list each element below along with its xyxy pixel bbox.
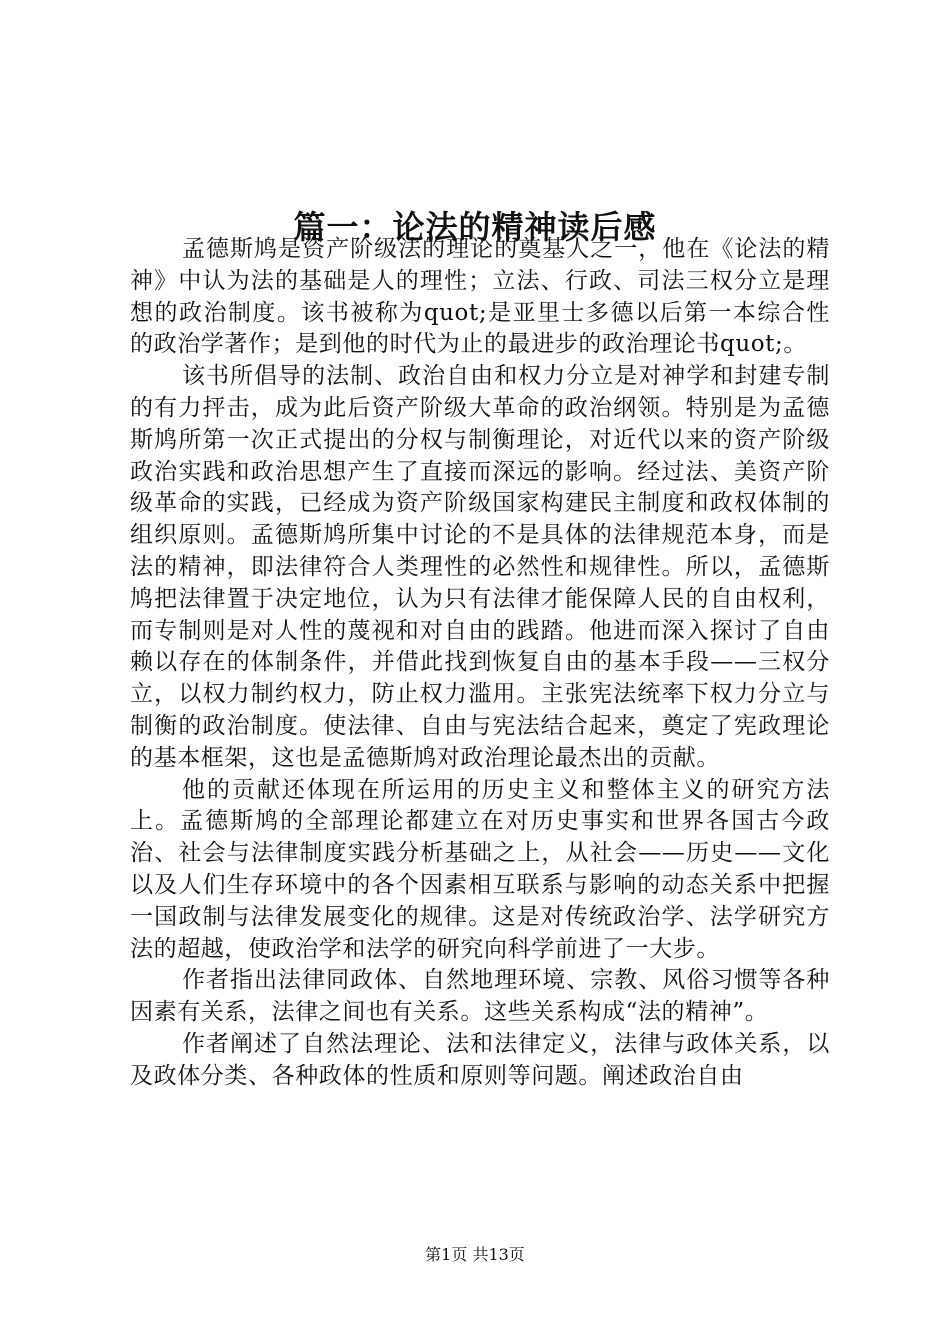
paragraph-1: 孟德斯鸠是资产阶级法的理论的奠基人之一，他在《论法的精神》中认为法的基础是人的理性；立法、行政、司法三权分立是理想的政治制度。该书被称为quot;是亚里士多德以后第一本综合性的政治学著作；是到他的时代为止的最进步的政治理论书quot;。 [130,236,830,358]
document-body [130,234,830,1093]
paragraph-5: 作者阐述了自然法理论、法和法律定义，法律与政体关系，以及政体分类、各种政体的性质和原则等问题。阐述政治自由 [130,1030,830,1089]
document-title: 篇一：论法的精神读后感 [293,208,657,247]
page-footer: 第1页 共13页 [425,1245,525,1264]
paragraph-4: 作者指出法律同政体、自然地理环境、宗教、风俗习惯等各种因素有关系，法律之间也有关系。这些关系构成“法的精神”。 [130,967,830,1026]
paragraph-2: 该书所倡导的法制、政治自由和权力分立是对神学和封建专制的有力抨击，成为此后资产阶级大革命的政治纲领。特别是为孟德斯鸠所第一次正式提出的分权与制衡理论，对近代以来的资产阶级政治实践和政治思想产生了直接而深远的影响。经过法、美资产阶级革命的实践，已经成为资产阶级国家构建民主制度和政权体制的组织原则。孟德斯鸠所集中讨论的不是具体的法律规范本身，而是法的精神，即法律符合人类理性的必然性和规律性。所以，孟德斯鸠把法律置于决定地位，认为只有法律才能保障人民的自由权利，而专制则是对人性的蔑视和对自由的践踏。他进而深入探讨了自由赖以存在的体制条件，并借此找到恢复自由的基本手段——三权分立，以权力制约权力，防止权力滥用。主张宪法统率下权力分立与制衡的政治制度。使法律、自由与宪法结合起来，奠定了宪政理论的基本框架，这也是孟德斯鸠对政治理论最杰出的贡献。 [130,363,830,771]
paragraph-3: 他的贡献还体现在所运用的历史主义和整体主义的研究方法上。孟德斯鸠的全部理论都建立在对历史事实和世界各国古今政治、社会与法律制度实践分析基础之上，从社会——历史——文化以及人们生存环境中的各个因素相互联系与影响的动态关系中把握一国政制与法律发展变化的规律。这是对传统政治学、法学研究方法的超越，使政治学和法学的研究向科学前进了一大步。 [130,776,830,962]
